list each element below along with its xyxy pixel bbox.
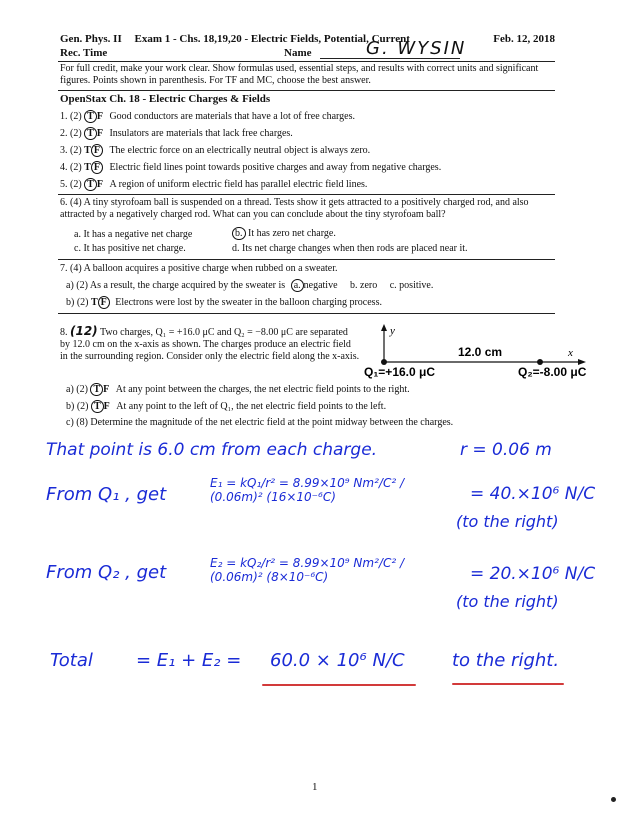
- tf-number: 1. (2): [60, 111, 82, 122]
- hw-e1-direction: (to the right): [456, 512, 559, 531]
- tf-statement: Electric field lines point towards positive charges and away from negative charges.: [109, 162, 442, 173]
- tf-number: 5. (2): [60, 179, 82, 190]
- divider: [58, 313, 555, 314]
- q8-part-c: c) (8) Determine the magnitude of the net electric field at the point midway between the charges.: [66, 417, 454, 428]
- q7-part-a: [66, 279, 433, 292]
- q2-label: Q₂=-8.00 μC: [518, 365, 587, 379]
- q6-option-c[interactable]: c. It has positive net charge.: [74, 243, 186, 254]
- tf-list: [60, 110, 556, 195]
- q7a-option-c[interactable]: c. positive.: [389, 280, 434, 291]
- name-label: Name: [284, 47, 312, 59]
- y-axis-arrow: [381, 324, 387, 331]
- tf-true-option[interactable]: T: [90, 383, 103, 396]
- page-number: 1: [312, 781, 318, 793]
- q6-text: 6. (4) A tiny styrofoam ball is suspended on a thread. Tests show it gets attracted to a positively charged rod, and also attracted by a negatively charged rod. What can you can conclude about the tiny styrofoam ball?: [60, 197, 529, 220]
- hw-from-q2: From Q₂ , get: [46, 562, 167, 583]
- q7b-statement: Electrons were lost by the sweater in the balloon charging process.: [115, 297, 382, 308]
- tf-true-option[interactable]: T: [84, 162, 91, 173]
- hw-line-1: That point is 6.0 cm from each charge.: [46, 440, 378, 460]
- instructions: For full credit, make your work clear. Show formulas used, essential steps, and results with correct units and significant figures. Points shown in parenthesis. For TF and MC, choose the best answer.: [60, 63, 539, 86]
- hw-total-value: 60.0 × 10⁶ N/C: [270, 650, 405, 671]
- hw-total-direction: to the right.: [452, 650, 560, 671]
- hw-e2-direction: (to the right): [456, 592, 559, 611]
- hw-e2-result: = 20.×10⁶ N/C: [470, 564, 596, 584]
- tf-number: 3. (2): [60, 145, 82, 156]
- divider: [58, 259, 555, 260]
- section-title: OpenStax Ch. 18 - Electric Charges & Fields: [60, 93, 271, 105]
- tf-true-option[interactable]: T: [84, 127, 97, 140]
- tf-item: [60, 110, 556, 127]
- q7a-prompt: a) (2) As a result, the charge acquired by the sweater is: [66, 280, 286, 291]
- tf-false-option[interactable]: F: [91, 161, 103, 174]
- tf-number: 2. (2): [60, 128, 82, 139]
- divider: [58, 90, 555, 91]
- exam-date: Feb. 12, 2018: [493, 33, 555, 45]
- q7a-option-b[interactable]: b. zero: [350, 280, 378, 291]
- exam-title: Exam 1 - Chs. 18,19,20 - Electric Fields, Potential, Current: [134, 33, 410, 45]
- stray-mark: [611, 797, 616, 802]
- q7b-prefix: b) (2): [66, 297, 89, 308]
- q6-option-b-letter: b.: [232, 227, 246, 240]
- q8-part-b: [66, 400, 386, 413]
- q8b-statement: At any point to the left of Q₁, the net electric field points to the left.: [116, 401, 387, 412]
- tf-false-option[interactable]: F: [91, 144, 103, 157]
- tf-false-option[interactable]: F: [96, 179, 103, 190]
- red-underline: [262, 684, 416, 686]
- q1-label: Q₁=+16.0 μC: [364, 365, 436, 379]
- hw-total-label: Total: [50, 650, 93, 671]
- hw-r-value: r = 0.06 m: [460, 440, 552, 460]
- hw-e1-result: = 40.×10⁶ N/C: [470, 484, 596, 504]
- q8b-prefix: b) (2): [66, 401, 89, 412]
- q8-text: [60, 325, 360, 363]
- tf-true-option[interactable]: T: [84, 145, 91, 156]
- header-line: [60, 33, 555, 46]
- tf-item: [60, 127, 556, 144]
- tf-false-option[interactable]: F: [103, 401, 110, 412]
- name-handwritten: G. WYSIN: [366, 38, 467, 59]
- q7-text: 7. (4) A balloon acquires a positive charge when rubbed on a sweater.: [60, 263, 338, 274]
- q8a-statement: At any point between the charges, the net electric field points to the right.: [115, 384, 410, 395]
- q8-statement: Two charges, Q₁ = +16.0 μC and Q₂ = −8.00 μC are separated by 12.0 cm on the x-axis as shown. The charges produce an electric field in the surrounding region. Consider only the electric field along the x-axis.: [60, 327, 360, 362]
- charge-diagram: [362, 318, 592, 380]
- q7-part-b: [66, 296, 382, 309]
- tf-item: [60, 161, 556, 178]
- q8-points: (12): [70, 324, 98, 338]
- hw-from-q1: From Q₁ , get: [46, 484, 167, 505]
- tf-item: [60, 178, 556, 195]
- distance-label: 12.0 cm: [458, 345, 503, 359]
- tf-number: 4. (2): [60, 162, 82, 173]
- hw-e2-formula: E₂ = kQ₂/r² = 8.99×10⁹ Nm²/C² / (0.06m)² (8×10⁻⁶C): [210, 556, 404, 584]
- tf-statement: Good conductors are materials that have a lot of free charges.: [109, 111, 355, 122]
- tf-statement: Insulators are materials that lack free charges.: [109, 128, 293, 139]
- q6-option-b-text: It has zero net charge.: [248, 228, 336, 239]
- rec-time-label: Rec. Time: [60, 47, 108, 59]
- tf-false-option[interactable]: F: [103, 384, 110, 395]
- q8-number: 8.: [60, 327, 68, 338]
- tf-true-option[interactable]: T: [91, 400, 104, 413]
- hw-e1-formula: E₁ = kQ₁/r² = 8.99×10⁹ Nm²/C² / (0.06m)² (16×10⁻⁶C): [210, 476, 404, 504]
- divider: [58, 61, 555, 62]
- q6-option-d[interactable]: d. Its net charge changes when then rods are placed near it.: [232, 243, 468, 254]
- tf-true-option[interactable]: T: [84, 110, 97, 123]
- tf-item: [60, 144, 556, 161]
- course-title: Gen. Phys. II: [60, 33, 122, 45]
- tf-true-option[interactable]: T: [91, 297, 98, 308]
- tf-false-option[interactable]: F: [96, 111, 103, 122]
- tf-true-option[interactable]: T: [84, 178, 97, 191]
- divider: [58, 194, 555, 195]
- q8a-prefix: a) (2): [66, 384, 88, 395]
- q6-option-b[interactable]: [232, 227, 336, 240]
- x-axis-label: x: [568, 347, 573, 359]
- hw-total-equation: = E₁ + E₂ =: [136, 650, 242, 671]
- q6-option-a[interactable]: a. It has a negative net charge: [74, 229, 193, 240]
- tf-false-option[interactable]: F: [98, 296, 110, 309]
- q7a-option-a-text: negative: [303, 280, 338, 291]
- q7a-option-a[interactable]: a.: [291, 279, 304, 292]
- red-underline: [452, 683, 564, 685]
- tf-statement: A region of uniform electric field has parallel electric field lines.: [109, 179, 368, 190]
- q8-part-a: [66, 383, 410, 396]
- y-axis-label: y: [390, 325, 395, 337]
- tf-statement: The electric force on an electrically neutral object is always zero.: [109, 145, 371, 156]
- tf-false-option[interactable]: F: [96, 128, 103, 139]
